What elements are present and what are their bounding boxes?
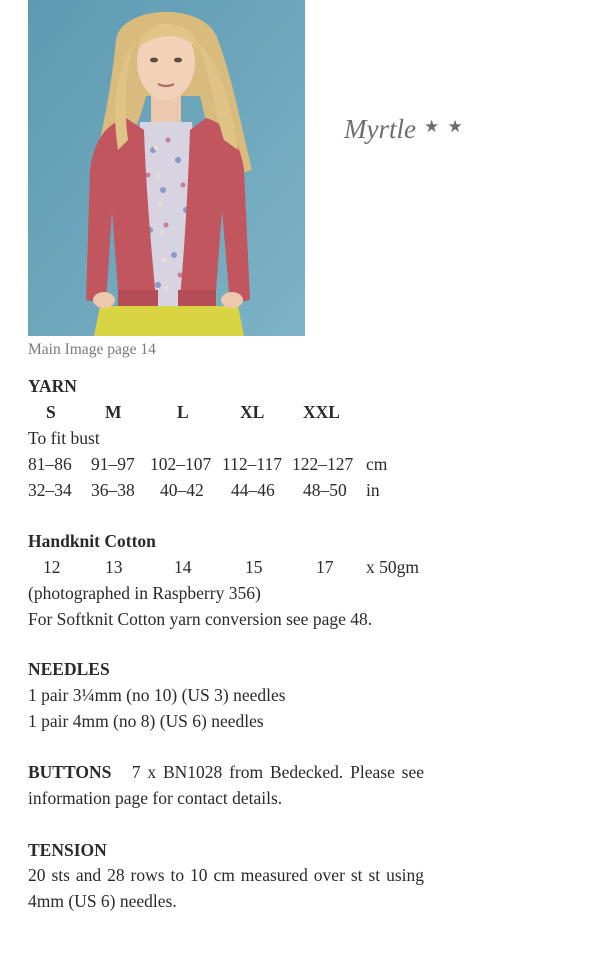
tension-text: 20 sts and 28 rows to 10 cm measured over st st using 4mm (US 6) needles.	[28, 865, 424, 911]
size-header: M	[105, 402, 122, 422]
tension-heading: TENSION	[28, 840, 107, 860]
image-caption: Main Image page 14	[28, 341, 156, 358]
difficulty-stars: ★ ★	[423, 117, 465, 136]
yarn-quantity: 13	[105, 557, 123, 577]
pattern-name: Myrtle	[344, 114, 416, 144]
yarn-quantity: 14	[174, 557, 192, 577]
in-unit: in	[366, 480, 380, 500]
main-product-photo	[28, 0, 305, 336]
needles-heading: NEEDLES	[28, 659, 110, 679]
bust-cm-value: 102–107	[150, 454, 212, 474]
size-header: XXL	[303, 402, 340, 422]
fit-label: To fit bust	[28, 428, 100, 448]
handknit-heading: Handknit Cotton	[28, 531, 156, 551]
yarn-unit: x 50gm	[366, 557, 419, 577]
cm-unit: cm	[366, 454, 388, 474]
bust-in-value: 36–38	[91, 480, 135, 500]
size-header: XL	[240, 402, 265, 422]
needles-line: 1 pair 3¼mm (no 10) (US 3) needles	[28, 685, 286, 705]
buttons-section	[28, 759, 424, 811]
size-header: L	[177, 402, 189, 422]
conversion-note: For Softknit Cotton yarn conversion see page 48.	[28, 609, 373, 629]
yarn-quantity: 15	[245, 557, 263, 577]
yarn-heading: YARN	[28, 376, 77, 396]
size-header: S	[46, 402, 56, 422]
bust-cm-value: 81–86	[28, 454, 72, 474]
bust-cm-value: 122–127	[292, 454, 354, 474]
bust-in-value: 44–46	[231, 480, 275, 500]
yarn-quantity: 17	[316, 557, 334, 577]
bust-cm-value: 112–117	[222, 454, 282, 474]
bust-in-value: 48–50	[303, 480, 347, 500]
pattern-title	[344, 114, 465, 145]
buttons-heading: BUTTONS	[28, 762, 112, 782]
buttons-text: 7 x BN1028 from Bedecked. Please see information page for contact details.	[28, 762, 425, 808]
needles-line: 1 pair 4mm (no 8) (US 6) needles	[28, 711, 264, 731]
bust-cm-value: 91–97	[91, 454, 135, 474]
photographed-note: (photographed in Raspberry 356)	[28, 583, 261, 603]
bust-in-value: 32–34	[28, 480, 72, 500]
yarn-quantity: 12	[43, 557, 61, 577]
bust-in-value: 40–42	[160, 480, 204, 500]
